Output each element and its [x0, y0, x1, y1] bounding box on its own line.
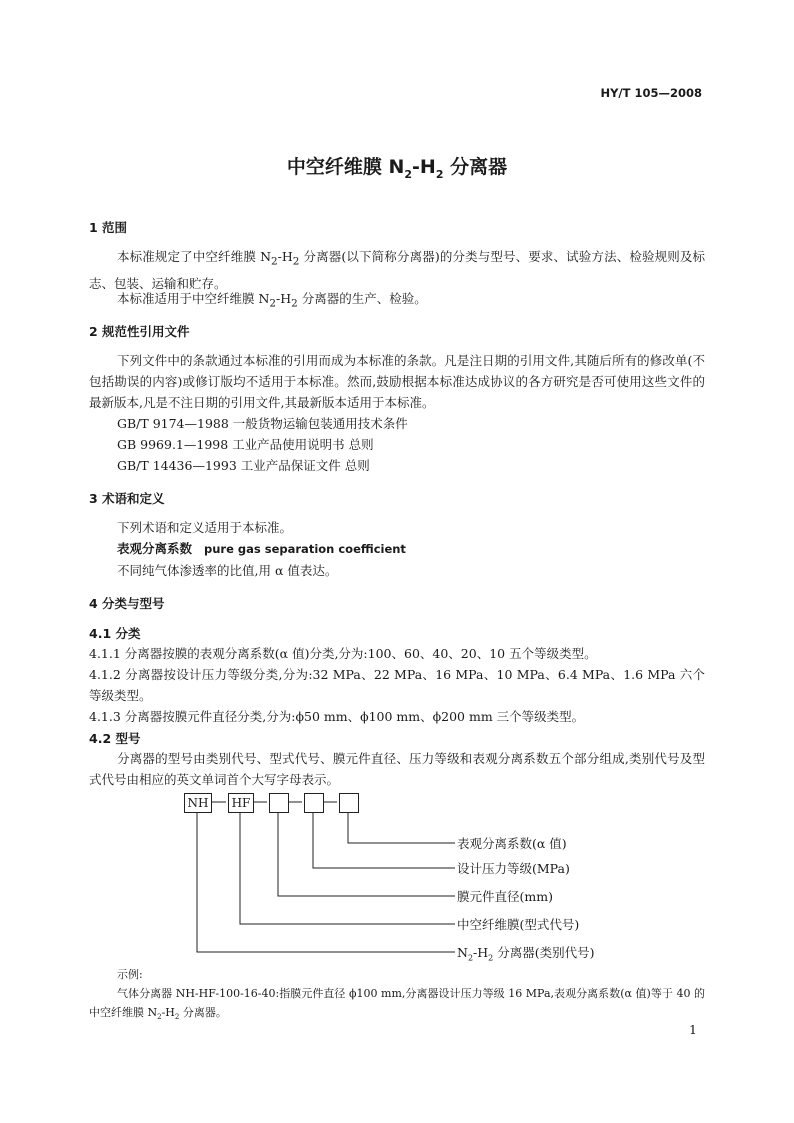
term-entry: 表观分离系数 pure gas separation coefficient: [117, 541, 406, 556]
section-1-heading: 1 范围: [89, 220, 128, 235]
section-3-heading: 3 术语和定义: [89, 491, 165, 506]
category-code-box: NH: [184, 793, 212, 813]
standard-number: HY/T 105—2008: [600, 86, 702, 100]
example-label: 示例:: [117, 968, 143, 981]
label-pressure-grade: 设计压力等级(MPa): [457, 861, 570, 876]
reference-item: GB/T 14436—1993 工业产品保证文件 总则: [117, 458, 370, 473]
label-separation-coefficient: 表观分离系数(α 值): [457, 836, 567, 851]
section-4-heading: 4 分类与型号: [89, 596, 165, 611]
section-2-heading: 2 规范性引用文件: [89, 324, 190, 339]
clause-4-2-para: 分离器的型号由类别代号、型式代号、膜元件直径、压力等级和表观分离系数五个部分组成,类别代号及型式代号由相应的英文单词首个大写字母表示。: [89, 751, 705, 787]
example-text: 气体分离器 NH-HF-100-16-40:指膜元件直径 ϕ100 mm,分离器设计压力等级 16 MPa,表观分离系数(α 值)等于 40 的中空纤维膜 $N_2-H_2$ 分离器。: [89, 987, 705, 1022]
subsection-4-1-heading: 4.1 分类: [89, 626, 141, 641]
section-1-para-2: 本标准适用于中空纤维膜 $N_2-H_2$ 分离器的生产、检验。: [117, 291, 427, 310]
clause-4-1-3: 4.1.3 分离器按膜元件直径分类,分为:ϕ50 mm、ϕ100 mm、ϕ200 mm 三个等级类型。: [89, 709, 585, 724]
clause-4-1-1: 4.1.1 分离器按膜的表观分离系数(α 值)分类,分为:100、60、40、20、10 五个等级类型。: [89, 646, 597, 661]
label-category-code: $N_2-H_2$ 分离器(类别代号): [457, 945, 595, 963]
subsection-4-2-heading: 4.2 型号: [89, 731, 141, 746]
page-title: 中空纤维膜 $N_2-H_2$ 分离器: [286, 156, 508, 181]
label-element-diameter: 膜元件直径(mm): [457, 889, 553, 904]
section-2-para: 下列文件中的条款通过本标准的引用而成为本标准的条款。凡是注日期的引用文件,其随后所有的修改单(不包括勘误的内容)或修订版均不适用于本标准。然而,鼓励根据本标准达成协议的各方研究是否可使用这些文件的最新版本,凡是不注日期的引用文件,其最新版本适用于本标准。: [89, 353, 705, 410]
reference-item: GB 9969.1—1998 工业产品使用说明书 总则: [117, 437, 374, 452]
term-definition: 不同纯气体渗透率的比值,用 α 值表达。: [117, 563, 338, 578]
reference-item: GB/T 9174—1988 一般货物运输包装通用技术条件: [117, 416, 408, 431]
clause-4-1-2: 4.1.2 分离器按设计压力等级分类,分为:32 MPa、22 MPa、16 MPa、10 MPa、6.4 MPa、1.6 MPa 六个等级类型。: [89, 667, 705, 703]
section-3-intro: 下列术语和定义适用于本标准。: [117, 520, 293, 535]
label-type-code: 中空纤维膜(型式代号): [457, 917, 580, 932]
section-1-para-1: 本标准规定了中空纤维膜 $N_2-H_2$ 分离器(以下简称分离器)的分类与型号、要求、试验方法、检验规则及标志、包装、运输和贮存。: [89, 249, 705, 291]
page-number: 1: [689, 1022, 697, 1037]
type-code-box: HF: [228, 793, 254, 813]
